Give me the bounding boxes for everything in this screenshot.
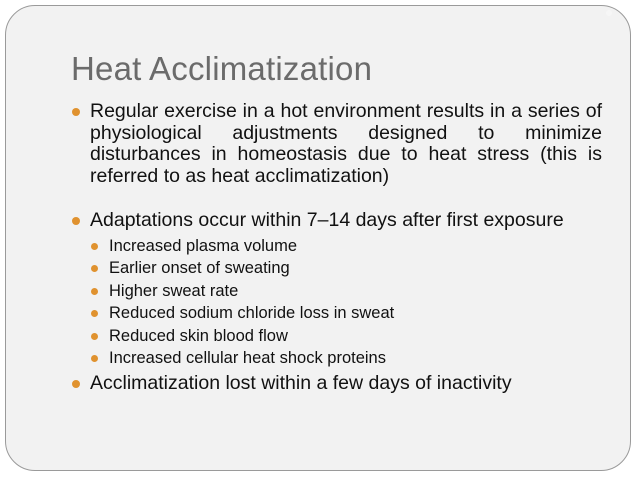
sub-bullet-item — [90, 347, 602, 370]
bullet-text: Regular exercise in a hot environment results in a series of physiological adjustments designed to minimize disturbances in homeostasis due to heat stress (this is referred to as heat acclimatization) — [90, 100, 602, 187]
bullet-text: Acclimatization lost within a few days of inactivity — [90, 371, 512, 394]
bullet-text: Adaptations occur within 7–14 days after first exposure — [90, 209, 564, 231]
sub-bullet-item — [90, 257, 602, 280]
sub-bullet-text: Increased cellular heat shock proteins — [109, 349, 386, 367]
corner-mark — [606, 10, 612, 16]
bullet-item-acclimatization-lost — [71, 373, 602, 395]
sub-bullet-item — [90, 302, 602, 325]
bullet-item-heat-exercise — [71, 101, 602, 187]
bullet-item-adaptations — [71, 210, 602, 370]
bullet-dot-icon — [72, 380, 80, 388]
sub-bullet-text: Higher sweat rate — [109, 281, 239, 300]
sub-bullet-text: Increased plasma volume — [109, 236, 298, 255]
sub-bullet-dot-icon — [91, 243, 98, 250]
sub-bullet-text: Earlier onset of sweating — [109, 259, 290, 277]
bullet-dot-icon — [72, 108, 80, 116]
sub-bullet-item — [90, 235, 602, 258]
sub-bullet-dot-icon — [91, 355, 98, 362]
sub-bullet-dot-icon — [91, 333, 98, 340]
sub-bullet-text: Reduced sodium chloride loss in sweat — [109, 304, 395, 322]
bullet-dot-icon — [72, 217, 80, 225]
bullet-list — [71, 101, 602, 394]
slide-title: Heat Acclimatization — [71, 50, 373, 87]
sub-bullet-item — [90, 280, 602, 303]
sub-bullet-dot-icon — [91, 288, 98, 295]
sub-bullet-text: Reduced skin blood flow — [109, 326, 288, 345]
sub-bullet-list — [90, 235, 602, 370]
sub-bullet-dot-icon — [91, 265, 98, 272]
sub-bullet-item — [90, 325, 602, 348]
sub-bullet-dot-icon — [91, 310, 98, 317]
